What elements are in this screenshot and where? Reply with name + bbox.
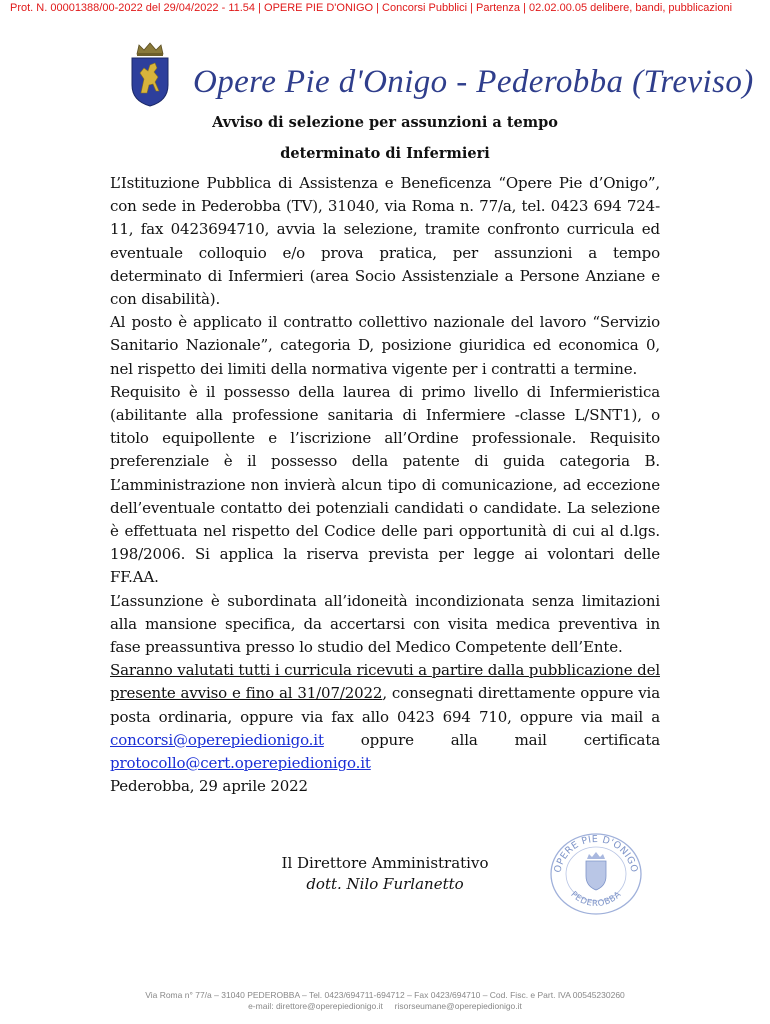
letterhead-title: Opere Pie d'Onigo - Pederobba (Treviso) <box>193 64 754 100</box>
deadline-underlined: Saranno valutati tutti i curricula ricevuti a partire dalla pubblicazione del presente avviso e fino al 31/07/2022 <box>110 661 660 703</box>
notice-body <box>110 172 660 798</box>
svg-text:PEDEROBBA <box>568 890 623 909</box>
email-link[interactable]: concorsi@operepiedionigo.it <box>110 730 324 749</box>
pec-link[interactable]: protocollo@cert.operepiedionigo.it <box>110 754 371 773</box>
paragraph-institution: L’Istituzione Pubblica di Assistenza e Beneficenza “Opere Pie d’Onigo”, con sede in Pederobba (TV), 31040, via Roma n. 77/a, tel. 0423 694 724-11, fax 0423694710, avvia la selezione, tramite confronto curricula ed eventuale colloquio e/o prova pratica, per assunzioni a tempo determinato di Infermieri (area Socio Assistenziale a Persone Anziane e con disabilità). <box>110 174 660 309</box>
stamp-bottom-text: PEDEROBBA <box>568 889 624 910</box>
signatory-role: Il Direttore Amministrativo <box>281 854 489 872</box>
paragraph-deadline: Saranno valutati tutti i curricula ricevuti a partire dalla pubblicazione del presente avviso e fino al 31/07/2022, consegnati direttamente oppure via posta ordinaria, oppure via fax allo 0423 694 710, oppure via mail a concorsi@operepiedionigo.it oppure alla mail certificata protocollo@cert.operepiedionigo.it <box>110 661 660 773</box>
protocol-stamp-text: Prot. N. 00001388/00-2022 del 29/04/2022 - 11.54 | OPERE PIE D'ONIGO | Concorsi Pubblici | Partenza | 02.02.00.05 delibere, bandi, pubblicazioni <box>10 2 733 14</box>
page-footer <box>0 990 770 1012</box>
place-date: Pederobba, 29 aprile 2022 <box>110 777 308 796</box>
official-stamp-icon <box>540 826 652 916</box>
notice-title-line-1: Avviso di selezione per assunzioni a tempo <box>212 114 558 131</box>
coat-of-arms-icon <box>128 41 172 107</box>
paragraph-contract: Al posto è applicato il contratto collettivo nazionale del lavoro “Servizio Sanitario Nazionale”, categoria D, posizione giuridica ed economica 0, nel rispetto dei limiti della normativa vigente per i contratti a termine. <box>110 313 660 378</box>
signatory-name: dott. Nilo Furlanetto <box>306 875 464 893</box>
paragraph-requirements: Requisito è il possesso della laurea di primo livello di Infermieristica (abilitante alla professione sanitaria di Infermiere -classe L/SNT1), o titolo equipollente e l’iscrizione all’Ordine professionale. Requisito preferenziale è il possesso della patente di guida categoria B. L’amministrazione non invierà alcun tipo di comunicazione, ad eccezione dell’eventuale contatto dei potenziali candidati o candidate. La selezione è effettuata nel rispetto del Codice delle pari opportunità di cui al d.lgs. 198/2006. Si applica la riserva prevista per legge ai volontari delle FF.AA. <box>110 382 660 587</box>
notice-title-line-2: determinato di Infermieri <box>280 145 490 162</box>
stamp-top-text: OPERE PIE D'ONIGO <box>552 833 640 874</box>
signature-block <box>250 853 520 895</box>
paragraph-medical: L’assunzione è subordinata all’idoneità incondizionata senza limitazioni alla mansione specifica, da accertarsi con visita medica preventiva in fase preassuntiva presso lo studio del Medico Competente dell’Ente. <box>110 591 660 657</box>
footer-address: Via Roma n° 77/a – 31040 PEDEROBBA – Tel. 0423/694711-694712 – Fax 0423/694710 – Cod. Fisc. e Part. IVA 00545230260 <box>145 990 625 1000</box>
footer-emails: e-mail: direttore@operepiedionigo.it risorseumane@operepiedionigo.it <box>248 1001 522 1011</box>
